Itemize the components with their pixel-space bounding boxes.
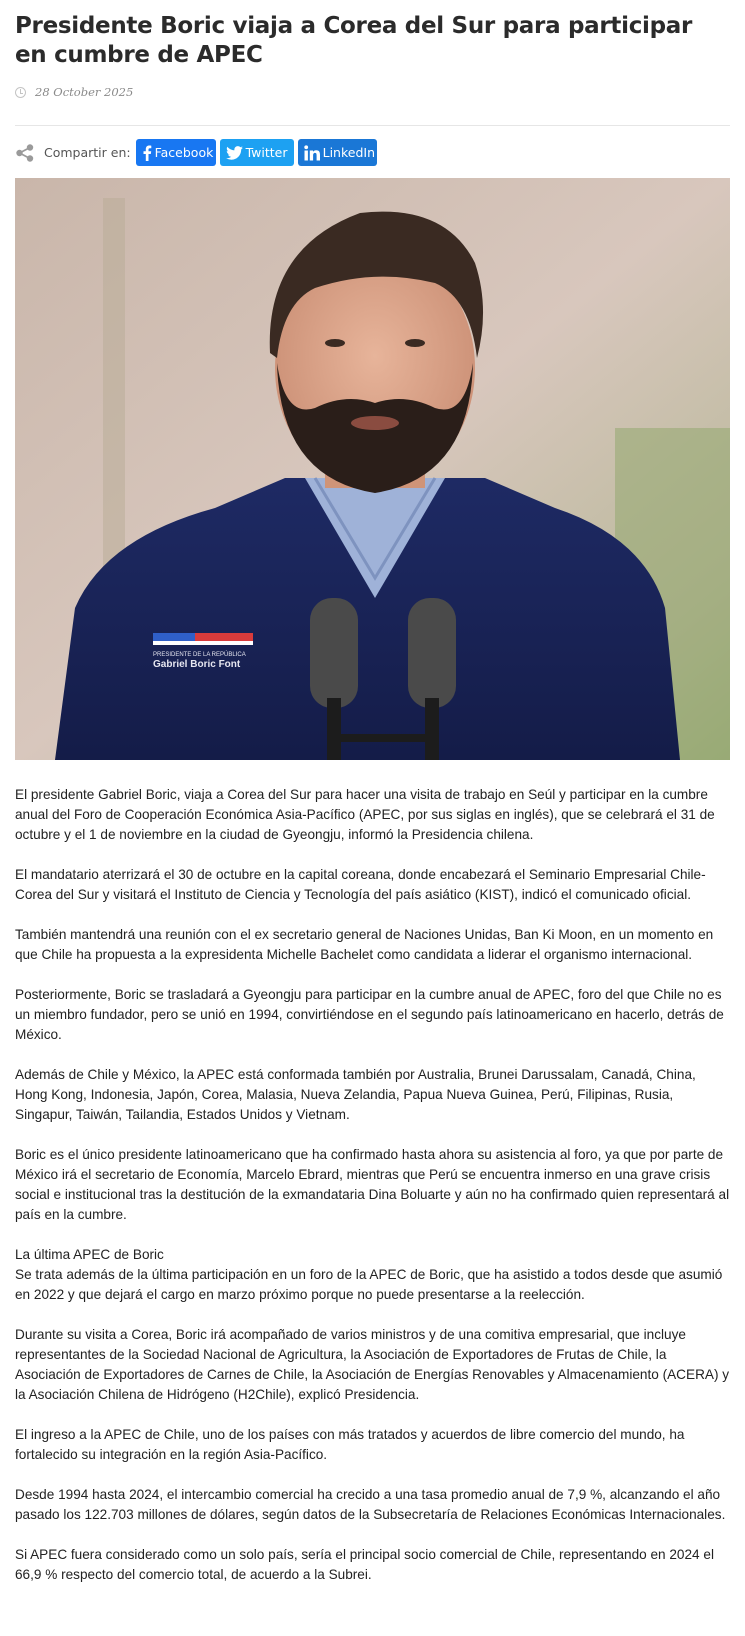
paragraph-6: Boric es el único presidente latinoamericano que ha confirmado hasta ahora su asistencia al foro, ya que por parte de México irá el secretario de Economía, Marcelo Ebrard, mientras que Perú se encuentra inmerso en una grave crisis social e institucional tras la destitución de la exmandataria Dina Boluarte y aún no ha confirmado quien representará al país en la cumbre. [15, 1147, 730, 1222]
paragraph-9: El ingreso a la APEC de Chile, uno de los países con más tratados y acuerdos de libre comercio del mundo, ha fortalecido su integración en la región Asia-Pacífico. [15, 1427, 685, 1462]
share-linkedin-button[interactable] [298, 139, 377, 166]
article-title: Presidente Boric viaja a Corea del Sur para participar en cumbre de APEC [15, 13, 693, 68]
subheading: La última APEC de Boric [15, 1247, 164, 1262]
share-label: Compartir en: [44, 145, 131, 160]
paragraph-5: Además de Chile y México, la APEC está conformada también por Australia, Brunei Darussalam, Canadá, China, Hong Kong, Indonesia, Japón, Corea, Malasia, Nueva Zelandia, Papua Nueva Guinea, Perú, Filipinas, Rusia, Singapur, Taiwán, Tailandia, Estados Unidos y Vietnam. [15, 1067, 696, 1122]
meta-divider [15, 125, 730, 126]
facebook-icon [142, 145, 152, 161]
share-bar [15, 139, 730, 166]
article-photo [15, 178, 730, 760]
paragraph-11: Si APEC fuera considerado como un solo país, sería el principal socio comercial de Chile, representando en 2024 el 66,9 % respecto del comercio total, de acuerdo a la Subrei. [15, 1547, 714, 1582]
linkedin-label: LinkedIn [322, 145, 375, 160]
jacket-text-line1: PRESIDENTE DE LA REPÚBLICA [153, 652, 246, 658]
article-body [15, 785, 730, 1585]
twitter-icon [226, 146, 243, 160]
paragraph-10: Desde 1994 hasta 2024, el intercambio comercial ha crecido a una tasa promedio anual de 7,9 %, alcanzando el año pasado los 122.703 millones de dólares, según datos de la Subsecretaría de Relaciones Económicas Internacionales. [15, 1487, 726, 1522]
clock-icon [15, 87, 26, 98]
article-meta [15, 83, 730, 101]
paragraph-8: Durante su visita a Corea, Boric irá acompañado de varios ministros y de una comitiva empresarial, que incluye representantes de la Sociedad Nacional de Agricultura, la Asociación de Exportadores de Frutas de Chile, la Asociación de Exportadores de Carnes de Chile, la Asociación de Energías Renovables y Almacenamiento (ACERA) y la Asociación Chilena de Hidrógeno (H2Chile), explicó Presidencia. [15, 1327, 730, 1402]
paragraph-1: El presidente Gabriel Boric, viaja a Corea del Sur para hacer una visita de trabajo en Seúl y participar en la cumbre anual del Foro de Cooperación Económica Asia-Pacífico (APEC, por sus siglas en inglés), que se celebrará el 31 de octubre y el 1 de noviembre en la ciudad de Gyeongju, informó la Presidencia chilena. [15, 787, 715, 842]
share-facebook-button[interactable] [136, 139, 216, 166]
twitter-label: Twitter [245, 145, 288, 160]
president-portrait-illustration [15, 178, 730, 760]
paragraph-4: Posteriormente, Boric se trasladará a Gyeongju para participar en la cumbre anual de APEC, foro del que Chile no es un miembro fundador, pero se unió en 1994, convirtiéndose en el segundo país latinoamericano en hacerlo, detrás de México. [15, 987, 724, 1042]
share-icon [15, 143, 35, 163]
paragraph-7: Se trata además de la última participación en un foro de la APEC de Boric, que ha asistido a todos desde que asumió en 2022 y que dejará el cargo en marzo próximo porque no puede presentarse a la reelección. [15, 1267, 723, 1302]
share-twitter-button[interactable] [220, 139, 294, 166]
paragraph-3: También mantendrá una reunión con el ex secretario general de Naciones Unidas, Ban Ki Moon, en un momento en que Chile ha propuesta a la expresidenta Michelle Bachelet como candidata a liderar el organismo internacional. [15, 927, 714, 962]
paragraph-2: El mandatario aterrizará el 30 de octubre en la capital coreana, donde encabezará el Seminario Empresarial Chile-Corea del Sur y visitará el Instituto de Ciencia y Tecnología del país asiático (KIST), indicó el comunicado oficial. [15, 867, 706, 902]
jacket-text-line2: Gabriel Boric Font [153, 659, 241, 670]
linkedin-icon [304, 145, 320, 161]
article-date: 28 October 2025 [35, 85, 134, 99]
facebook-label: Facebook [154, 145, 214, 160]
